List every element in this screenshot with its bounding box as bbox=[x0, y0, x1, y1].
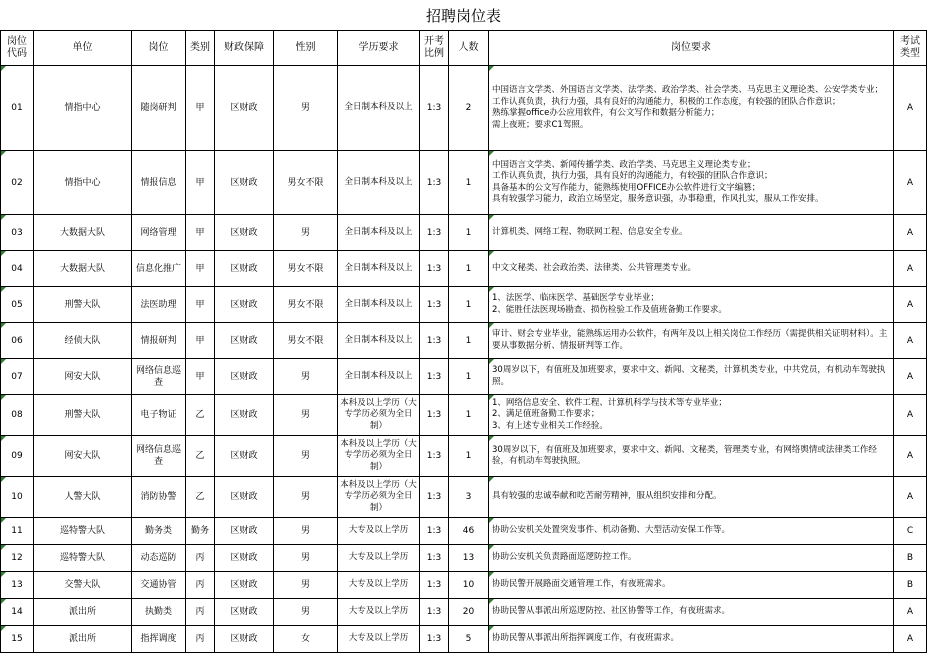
cell-ratio: 1:3 bbox=[420, 66, 449, 151]
cell-ratio: 1:3 bbox=[420, 599, 449, 626]
cell-gender: 男女不限 bbox=[274, 323, 338, 359]
cell-requirements: 协助民警从事派出所巡逻防控、社区协警等工作，有夜班需求。 bbox=[489, 599, 894, 626]
cell-category: 丙 bbox=[186, 545, 215, 572]
cell-gender: 男 bbox=[274, 66, 338, 151]
recruitment-table bbox=[0, 30, 927, 653]
table-row bbox=[1, 436, 927, 477]
cell-category: 乙 bbox=[186, 436, 215, 477]
cell-unit: 派出所 bbox=[34, 626, 132, 653]
cell-exam: A bbox=[894, 436, 927, 477]
cell-unit: 情指中心 bbox=[34, 151, 132, 215]
cell-finance: 区财政 bbox=[215, 545, 274, 572]
cell-education: 全日制本科及以上 bbox=[338, 323, 420, 359]
cell-code: 14 bbox=[1, 599, 34, 626]
cell-count: 1 bbox=[449, 287, 489, 323]
cell-exam: A bbox=[894, 287, 927, 323]
table-row bbox=[1, 599, 927, 626]
cell-exam: A bbox=[894, 151, 927, 215]
cell-unit: 交警大队 bbox=[34, 572, 132, 599]
cell-ratio: 1:3 bbox=[420, 477, 449, 518]
cell-category: 甲 bbox=[186, 251, 215, 287]
cell-education: 本科及以上学历（大专学历必须为全日制） bbox=[338, 477, 420, 518]
cell-education: 全日制本科及以上 bbox=[338, 66, 420, 151]
cell-count: 3 bbox=[449, 477, 489, 518]
table-row bbox=[1, 477, 927, 518]
cell-category: 丙 bbox=[186, 599, 215, 626]
cell-education: 大专及以上学历 bbox=[338, 545, 420, 572]
cell-finance: 区财政 bbox=[215, 477, 274, 518]
cell-post: 勤务类 bbox=[132, 518, 186, 545]
cell-count: 1 bbox=[449, 251, 489, 287]
cell-requirements: 中国语言文学类、外国语言文学类、法学类、政治学类、社会学类、马克思主义理论类、公安学类专业； 工作认真负责，执行力强，具有良好的沟通能力，积极的工作态度，有较强的团队合作意识； 熟练掌握office办公应用软件，有公文写作和数据分析能力； 需上夜班；要求C1驾照。 bbox=[489, 66, 894, 151]
header-post: 岗位 bbox=[132, 31, 186, 66]
cell-gender: 男女不限 bbox=[274, 287, 338, 323]
table-row bbox=[1, 251, 927, 287]
cell-code: 03 bbox=[1, 215, 34, 251]
cell-post: 法医助理 bbox=[132, 287, 186, 323]
page-title: 招聘岗位表 bbox=[0, 0, 927, 31]
header-unit: 单位 bbox=[34, 31, 132, 66]
cell-exam: A bbox=[894, 599, 927, 626]
cell-code: 04 bbox=[1, 251, 34, 287]
cell-gender: 男 bbox=[274, 215, 338, 251]
cell-exam: A bbox=[894, 251, 927, 287]
cell-code: 07 bbox=[1, 359, 34, 395]
cell-finance: 区财政 bbox=[215, 359, 274, 395]
cell-finance: 区财政 bbox=[215, 151, 274, 215]
cell-ratio: 1:3 bbox=[420, 151, 449, 215]
cell-education: 本科及以上学历（大专学历必须为全日制） bbox=[338, 436, 420, 477]
cell-gender: 男 bbox=[274, 545, 338, 572]
cell-finance: 区财政 bbox=[215, 287, 274, 323]
cell-ratio: 1:3 bbox=[420, 215, 449, 251]
cell-gender: 男 bbox=[274, 599, 338, 626]
cell-post: 网络信息巡查 bbox=[132, 359, 186, 395]
cell-unit: 派出所 bbox=[34, 599, 132, 626]
cell-ratio: 1:3 bbox=[420, 545, 449, 572]
cell-requirements: 30周岁以下，有值班及加班要求，要求中文、新闻、文秘类，计算机类专业，中共党员，有机动车驾驶执照。 bbox=[489, 359, 894, 395]
header-count: 人数 bbox=[449, 31, 489, 66]
cell-unit: 大数据大队 bbox=[34, 215, 132, 251]
cell-code: 10 bbox=[1, 477, 34, 518]
cell-finance: 区财政 bbox=[215, 518, 274, 545]
cell-post: 指挥调度 bbox=[132, 626, 186, 653]
cell-education: 全日制本科及以上 bbox=[338, 251, 420, 287]
header-row bbox=[1, 31, 927, 66]
cell-gender: 男 bbox=[274, 477, 338, 518]
cell-requirements: 具有较强的忠诚奉献和吃苦耐劳精神，服从组织安排和分配。 bbox=[489, 477, 894, 518]
cell-requirements: 中国语言文学类、新闻传播学类、政治学类、马克思主义理论类专业； 工作认真负责，执行力强，具有良好的沟通能力，有较强的团队合作意识； 具备基本的公文写作能力，能熟练使用OFFICE办公软件进行文字编篡； 具有较强学习能力，政治立场坚定，服务意识强，办事稳重，作风扎实，服从工作安排。 bbox=[489, 151, 894, 215]
cell-ratio: 1:3 bbox=[420, 518, 449, 545]
cell-ratio: 1:3 bbox=[420, 572, 449, 599]
table-row bbox=[1, 287, 927, 323]
cell-post: 交通协管 bbox=[132, 572, 186, 599]
cell-exam: A bbox=[894, 359, 927, 395]
cell-exam: B bbox=[894, 572, 927, 599]
cell-post: 消防协警 bbox=[132, 477, 186, 518]
cell-requirements: 中文文秘类、社会政治类、法律类、公共管理类专业。 bbox=[489, 251, 894, 287]
cell-requirements: 1、法医学、临床医学、基础医学专业毕业； 2、能胜任法医现场勘查、损伤检验工作及值班备勤工作要求。 bbox=[489, 287, 894, 323]
cell-finance: 区财政 bbox=[215, 251, 274, 287]
cell-post: 执勤类 bbox=[132, 599, 186, 626]
cell-requirements: 30周岁以下，有值班及加班要求，要求中文、新闻、文秘类，管理类专业，有网络舆情或法律类工作经验，有机动车驾驶执照。 bbox=[489, 436, 894, 477]
cell-post: 动态巡防 bbox=[132, 545, 186, 572]
cell-count: 2 bbox=[449, 66, 489, 151]
cell-code: 06 bbox=[1, 323, 34, 359]
cell-category: 甲 bbox=[186, 323, 215, 359]
cell-education: 本科及以上学历（大专学历必须为全日制） bbox=[338, 395, 420, 436]
cell-code: 13 bbox=[1, 572, 34, 599]
header-education: 学历要求 bbox=[338, 31, 420, 66]
cell-exam: A bbox=[894, 626, 927, 653]
header-code: 岗位 代码 bbox=[1, 31, 34, 66]
cell-finance: 区财政 bbox=[215, 599, 274, 626]
cell-exam: C bbox=[894, 518, 927, 545]
cell-unit: 刑警大队 bbox=[34, 395, 132, 436]
table-row bbox=[1, 395, 927, 436]
cell-finance: 区财政 bbox=[215, 572, 274, 599]
cell-code: 09 bbox=[1, 436, 34, 477]
cell-code: 01 bbox=[1, 66, 34, 151]
cell-category: 勤务 bbox=[186, 518, 215, 545]
cell-requirements: 1、网络信息安全、软件工程、计算机科学与技术等专业毕业； 2、满足值班备勤工作要求； 3、有上述专业相关工作经验。 bbox=[489, 395, 894, 436]
cell-exam: A bbox=[894, 66, 927, 151]
cell-requirements: 协助民警从事派出所指挥调度工作，有夜班需求。 bbox=[489, 626, 894, 653]
cell-unit: 刑警大队 bbox=[34, 287, 132, 323]
cell-count: 1 bbox=[449, 359, 489, 395]
cell-ratio: 1:3 bbox=[420, 359, 449, 395]
cell-gender: 男 bbox=[274, 572, 338, 599]
cell-category: 甲 bbox=[186, 151, 215, 215]
cell-finance: 区财政 bbox=[215, 215, 274, 251]
cell-count: 1 bbox=[449, 395, 489, 436]
header-gender: 性别 bbox=[274, 31, 338, 66]
cell-post: 电子物证 bbox=[132, 395, 186, 436]
cell-requirements: 协助公安机关处置突发事件、机动备勤、大型活动安保工作等。 bbox=[489, 518, 894, 545]
cell-category: 乙 bbox=[186, 395, 215, 436]
cell-education: 大专及以上学历 bbox=[338, 599, 420, 626]
cell-exam: A bbox=[894, 477, 927, 518]
cell-gender: 男女不限 bbox=[274, 251, 338, 287]
cell-count: 46 bbox=[449, 518, 489, 545]
cell-unit: 大数据大队 bbox=[34, 251, 132, 287]
cell-category: 甲 bbox=[186, 287, 215, 323]
header-finance: 财政保障 bbox=[215, 31, 274, 66]
cell-ratio: 1:3 bbox=[420, 287, 449, 323]
cell-education: 大专及以上学历 bbox=[338, 626, 420, 653]
cell-unit: 人警大队 bbox=[34, 477, 132, 518]
cell-category: 甲 bbox=[186, 359, 215, 395]
header-ratio: 开考 比例 bbox=[420, 31, 449, 66]
table-row bbox=[1, 215, 927, 251]
header-category: 类别 bbox=[186, 31, 215, 66]
cell-requirements: 计算机类、网络工程、物联网工程、信息安全专业。 bbox=[489, 215, 894, 251]
cell-count: 1 bbox=[449, 151, 489, 215]
cell-gender: 男 bbox=[274, 518, 338, 545]
cell-post: 随岗研判 bbox=[132, 66, 186, 151]
cell-unit: 网安大队 bbox=[34, 436, 132, 477]
cell-education: 全日制本科及以上 bbox=[338, 151, 420, 215]
cell-requirements: 协助公安机关负责路面巡逻防控工作。 bbox=[489, 545, 894, 572]
cell-education: 全日制本科及以上 bbox=[338, 215, 420, 251]
table-row bbox=[1, 572, 927, 599]
cell-count: 1 bbox=[449, 323, 489, 359]
cell-code: 11 bbox=[1, 518, 34, 545]
cell-count: 20 bbox=[449, 599, 489, 626]
header-requirements: 岗位要求 bbox=[489, 31, 894, 66]
cell-finance: 区财政 bbox=[215, 323, 274, 359]
table-row bbox=[1, 66, 927, 151]
cell-finance: 区财政 bbox=[215, 626, 274, 653]
cell-ratio: 1:3 bbox=[420, 395, 449, 436]
cell-code: 05 bbox=[1, 287, 34, 323]
cell-gender: 男 bbox=[274, 359, 338, 395]
cell-category: 甲 bbox=[186, 215, 215, 251]
table-row bbox=[1, 359, 927, 395]
cell-post: 网络管理 bbox=[132, 215, 186, 251]
cell-unit: 巡特警大队 bbox=[34, 545, 132, 572]
cell-education: 大专及以上学历 bbox=[338, 518, 420, 545]
cell-code: 02 bbox=[1, 151, 34, 215]
cell-education: 全日制本科及以上 bbox=[338, 287, 420, 323]
cell-education: 全日制本科及以上 bbox=[338, 359, 420, 395]
cell-gender: 男 bbox=[274, 436, 338, 477]
cell-post: 情报研判 bbox=[132, 323, 186, 359]
cell-count: 1 bbox=[449, 436, 489, 477]
table-row bbox=[1, 518, 927, 545]
cell-unit: 网安大队 bbox=[34, 359, 132, 395]
table-row bbox=[1, 626, 927, 653]
cell-gender: 男女不限 bbox=[274, 151, 338, 215]
cell-finance: 区财政 bbox=[215, 395, 274, 436]
cell-exam: A bbox=[894, 323, 927, 359]
cell-finance: 区财政 bbox=[215, 66, 274, 151]
cell-requirements: 审计、财会专业毕业，能熟练运用办公软件，有两年及以上相关岗位工作经历（需提供相关证明材料）。主要从事数据分析、情报研判等工作。 bbox=[489, 323, 894, 359]
cell-code: 15 bbox=[1, 626, 34, 653]
cell-unit: 情指中心 bbox=[34, 66, 132, 151]
cell-unit: 经侦大队 bbox=[34, 323, 132, 359]
cell-exam: A bbox=[894, 215, 927, 251]
cell-ratio: 1:3 bbox=[420, 436, 449, 477]
cell-category: 丙 bbox=[186, 572, 215, 599]
cell-finance: 区财政 bbox=[215, 436, 274, 477]
cell-education: 大专及以上学历 bbox=[338, 572, 420, 599]
cell-exam: B bbox=[894, 545, 927, 572]
cell-code: 12 bbox=[1, 545, 34, 572]
cell-count: 5 bbox=[449, 626, 489, 653]
cell-category: 丙 bbox=[186, 626, 215, 653]
table-row bbox=[1, 545, 927, 572]
cell-unit: 巡特警大队 bbox=[34, 518, 132, 545]
cell-gender: 女 bbox=[274, 626, 338, 653]
cell-count: 1 bbox=[449, 215, 489, 251]
cell-requirements: 协助民警开展路面交通管理工作，有夜班需求。 bbox=[489, 572, 894, 599]
cell-count: 10 bbox=[449, 572, 489, 599]
cell-code: 08 bbox=[1, 395, 34, 436]
cell-post: 情报信息 bbox=[132, 151, 186, 215]
header-exam: 考试 类型 bbox=[894, 31, 927, 66]
cell-post: 信息化推广 bbox=[132, 251, 186, 287]
cell-count: 13 bbox=[449, 545, 489, 572]
cell-post: 网络信息巡查 bbox=[132, 436, 186, 477]
cell-category: 甲 bbox=[186, 66, 215, 151]
cell-gender: 男 bbox=[274, 395, 338, 436]
table-row bbox=[1, 323, 927, 359]
cell-category: 乙 bbox=[186, 477, 215, 518]
cell-ratio: 1:3 bbox=[420, 323, 449, 359]
cell-ratio: 1:3 bbox=[420, 626, 449, 653]
table-row bbox=[1, 151, 927, 215]
cell-ratio: 1:3 bbox=[420, 251, 449, 287]
cell-exam: A bbox=[894, 395, 927, 436]
